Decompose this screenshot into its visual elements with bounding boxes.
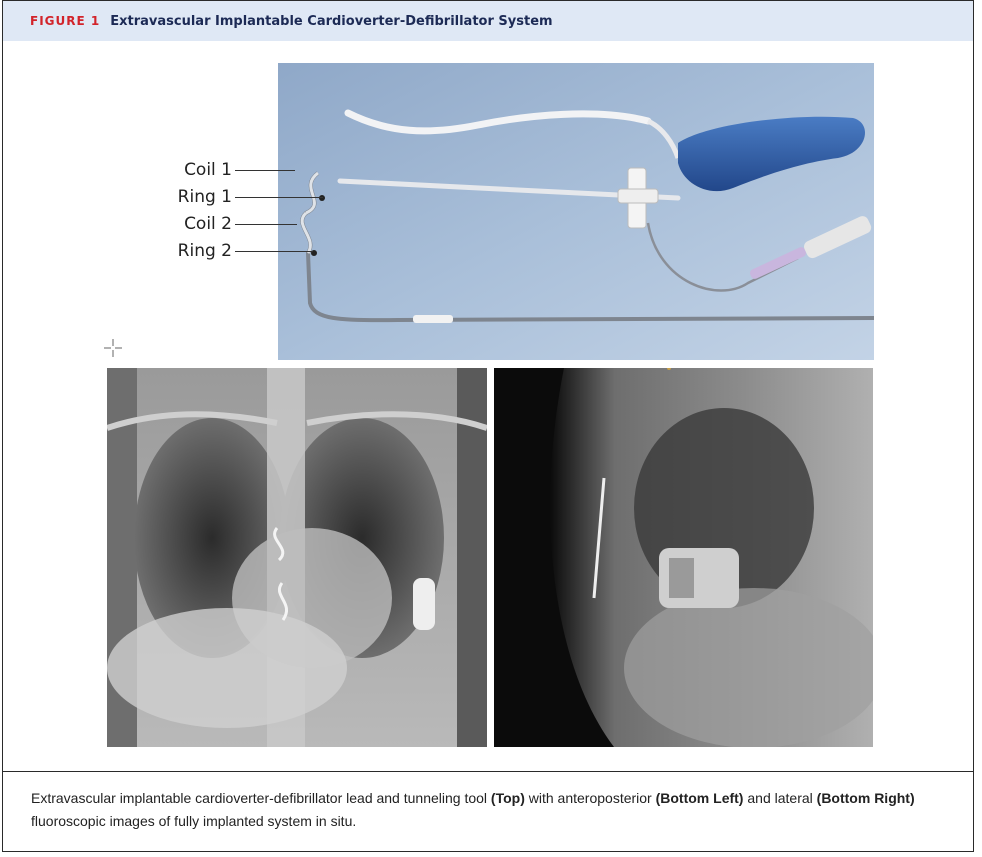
caption-text-3: and lateral <box>743 790 817 806</box>
figure-label: FIGURE 1 <box>30 14 101 28</box>
callout-label: Ring 2 <box>177 241 232 261</box>
callout-leader-line <box>235 170 295 171</box>
callout-ring-2 <box>166 241 313 261</box>
lead-callouts <box>166 158 286 268</box>
figure-title: Extravascular Implantable Cardioverter-Defibrillator System <box>110 13 553 29</box>
caption-divider <box>3 771 973 772</box>
lateral-xray-image <box>494 368 873 747</box>
figure-frame <box>2 0 974 852</box>
callout-leader-line <box>235 197 323 198</box>
callout-coil-1 <box>166 160 295 180</box>
anteroposterior-xray-image <box>107 368 487 747</box>
device-photo-panel <box>278 63 874 360</box>
callout-coil-2 <box>166 214 297 234</box>
figure-caption <box>31 787 951 833</box>
crosshair-cursor-icon <box>104 339 122 357</box>
caption-bold-bottom-right: (Bottom Right) <box>816 790 915 806</box>
caption-bold-bottom-left: (Bottom Left) <box>655 790 744 806</box>
callout-label: Ring 1 <box>177 187 232 207</box>
callout-label: Coil 2 <box>184 214 232 234</box>
caption-text-2: with anteroposterior <box>524 790 656 806</box>
lateral-xray-panel <box>494 368 873 747</box>
caption-text-4: fluoroscopic images of fully implanted system in situ. <box>31 813 357 829</box>
device-photo <box>278 63 874 360</box>
figure-header <box>3 1 973 41</box>
callout-leader-line <box>235 224 297 225</box>
caption-text-1: Extravascular implantable cardioverter-defibrillator lead and tunneling tool <box>31 790 491 806</box>
caption-bold-top: (Top) <box>490 790 525 806</box>
anteroposterior-xray-panel <box>107 368 487 747</box>
callout-ring-1 <box>166 187 323 207</box>
callout-leader-line <box>235 251 313 252</box>
callout-label: Coil 1 <box>184 160 232 180</box>
